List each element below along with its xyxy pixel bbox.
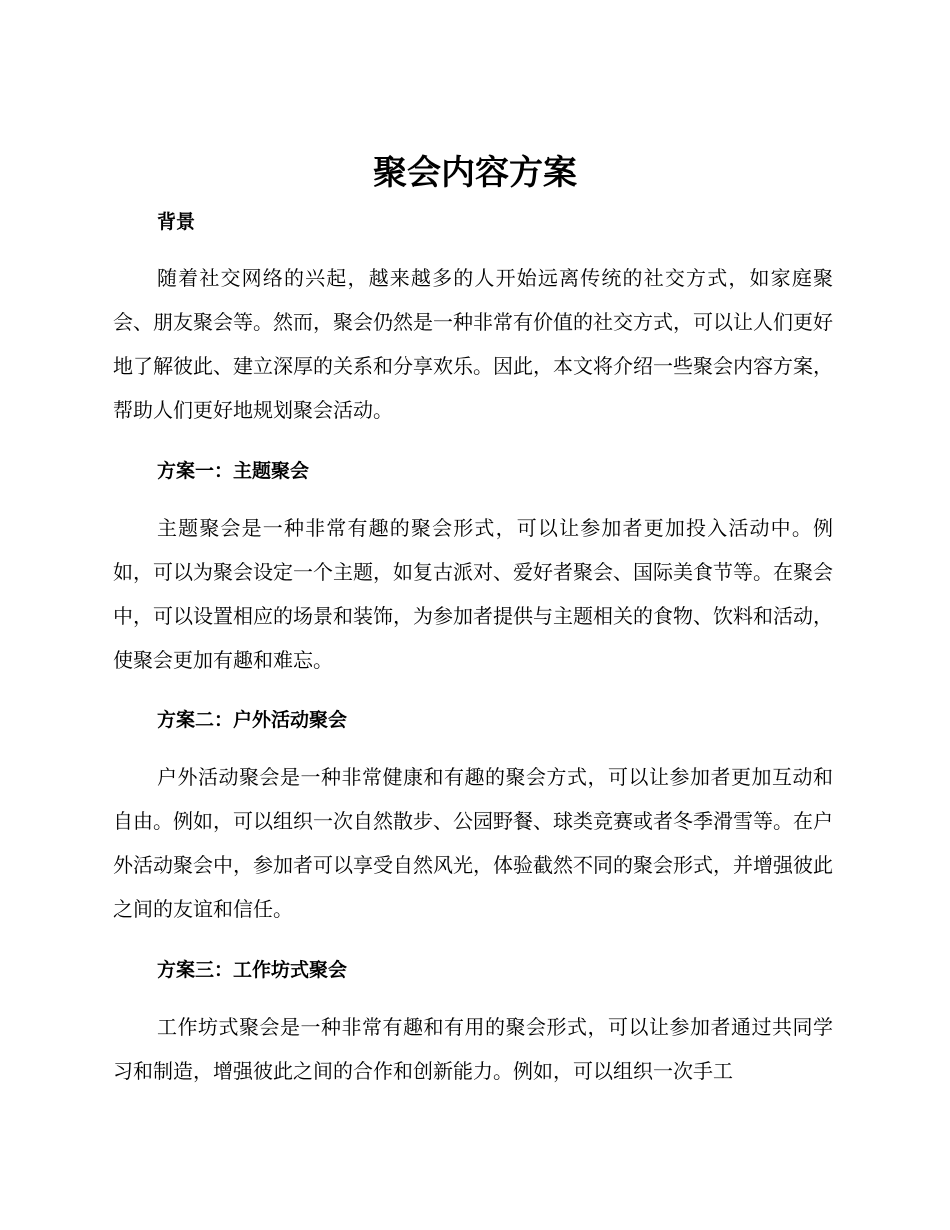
section-body-plan-three: 工作坊式聚会是一种非常有趣和有用的聚会形式，可以让参加者通过共同学习和制造，增强彼此之间的合作和创新能力。例如，可以组织一次手工 [113, 1015, 833, 1083]
document-title: 聚会内容方案 [373, 153, 577, 193]
section-heading-plan-three: 方案三：工作坊式聚会 [157, 959, 348, 981]
section-heading-plan-one: 方案一：主题聚会 [157, 460, 310, 482]
section-heading-plan-two: 方案二：户外活动聚会 [157, 709, 348, 731]
section-body-background: 随着社交网络的兴起，越来越多的人开始远离传统的社交方式，如家庭聚会、朋友聚会等。然而，聚会仍然是一种非常有价值的社交方式，可以让人们更好地了解彼此、建立深厚的关系和分享欢乐。因此，本文将介绍一些聚会内容方案，帮助人们更好地规划聚会活动。 [113, 266, 833, 422]
section-heading-background: 背景 [157, 211, 196, 233]
section-body-plan-two: 户外活动聚会是一种非常健康和有趣的聚会方式，可以让参加者更加互动和自由。例如，可以组织一次自然散步、公园野餐、球类竞赛或者冬季滑雪等。在户外活动聚会中，参加者可以享受自然风光，体验截然不同的聚会形式，并增强彼此之间的友谊和信任。 [113, 765, 833, 921]
section-body-plan-one: 主题聚会是一种非常有趣的聚会形式，可以让参加者更加投入活动中。例如，可以为聚会设定一个主题，如复古派对、爱好者聚会、国际美食节等。在聚会中，可以设置相应的场景和装饰，为参加者提供与主题相关的食物、饮料和活动，使聚会更加有趣和难忘。 [113, 516, 833, 672]
